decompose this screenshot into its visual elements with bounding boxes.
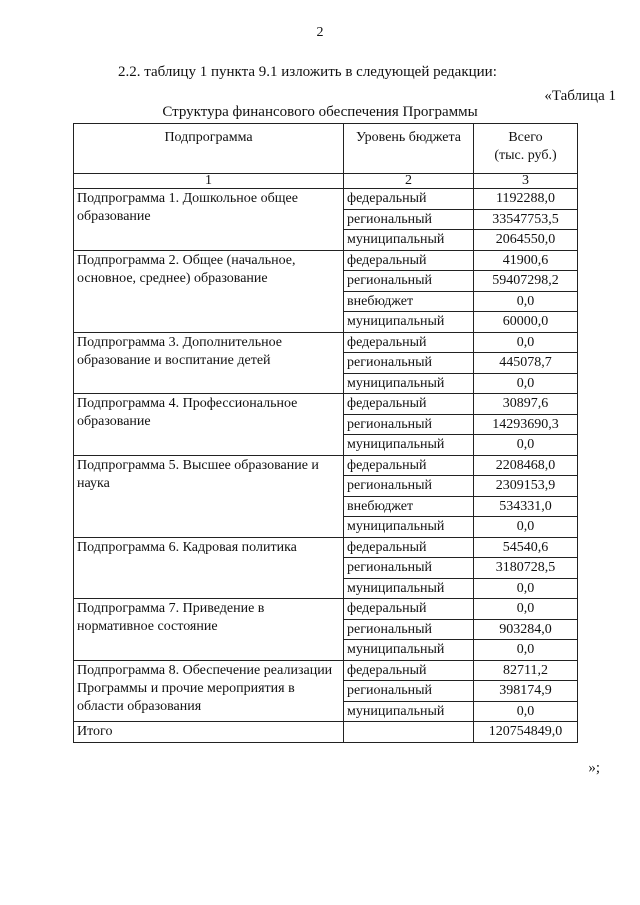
budget-level: муниципальный [344, 640, 474, 661]
budget-level: муниципальный [344, 517, 474, 538]
table-row [74, 189, 578, 210]
budget-amount: 3180728,5 [474, 558, 578, 579]
budget-amount: 534331,0 [474, 496, 578, 517]
budget-amount: 0,0 [474, 599, 578, 620]
budget-level: федеральный [344, 332, 474, 353]
budget-amount: 41900,6 [474, 250, 578, 271]
closing-quote: »; [588, 760, 600, 776]
budget-level: внебюджет [344, 291, 474, 312]
budget-amount: 54540,6 [474, 537, 578, 558]
table-row [74, 394, 578, 415]
budget-amount: 0,0 [474, 517, 578, 538]
budget-level: региональный [344, 271, 474, 292]
total-row [74, 722, 578, 743]
header-total: Всего (тыс. руб.) [474, 124, 578, 174]
budget-level: региональный [344, 476, 474, 497]
table-row [74, 599, 578, 620]
amendment-instruction: 2.2. таблицу 1 пункта 9.1 изложить в следующей редакции: [118, 64, 497, 80]
budget-amount: 2064550,0 [474, 230, 578, 251]
subprogram-name: Подпрограмма 7. Приведение в нормативное состояние [74, 599, 344, 661]
subprogram-name: Подпрограмма 2. Общее (начальное, основное, среднее) образование [74, 250, 344, 332]
table-title: Структура финансового обеспечения Программы [162, 104, 478, 120]
budget-amount: 30897,6 [474, 394, 578, 415]
financing-structure-table [73, 123, 578, 743]
subprogram-name: Подпрограмма 1. Дошкольное общее образование [74, 189, 344, 251]
budget-amount: 2208468,0 [474, 455, 578, 476]
column-number-row [74, 174, 578, 189]
subprogram-name: Подпрограмма 6. Кадровая политика [74, 537, 344, 599]
budget-level: региональный [344, 681, 474, 702]
subprogram-name: Подпрограмма 3. Дополнительное образование и воспитание детей [74, 332, 344, 394]
column-number: 3 [474, 174, 578, 189]
budget-level: региональный [344, 558, 474, 579]
budget-amount: 1192288,0 [474, 189, 578, 210]
header-row [74, 124, 578, 174]
budget-level: федеральный [344, 189, 474, 210]
budget-level: муниципальный [344, 701, 474, 722]
budget-level: муниципальный [344, 435, 474, 456]
budget-amount: 14293690,3 [474, 414, 578, 435]
total-amount: 120754849,0 [474, 722, 578, 743]
column-number: 2 [344, 174, 474, 189]
header-budget-level: Уровень бюджета [344, 124, 474, 174]
budget-amount: 0,0 [474, 373, 578, 394]
budget-level: федеральный [344, 250, 474, 271]
budget-level: муниципальный [344, 230, 474, 251]
budget-level: федеральный [344, 537, 474, 558]
table-row [74, 537, 578, 558]
budget-amount: 903284,0 [474, 619, 578, 640]
budget-level: региональный [344, 619, 474, 640]
budget-level: региональный [344, 353, 474, 374]
page-number: 2 [316, 25, 324, 40]
budget-level: федеральный [344, 455, 474, 476]
budget-amount: 33547753,5 [474, 209, 578, 230]
table-row [74, 660, 578, 681]
subprogram-name: Подпрограмма 4. Профессиональное образование [74, 394, 344, 456]
table-label: «Таблица 1 [544, 88, 616, 104]
budget-amount: 82711,2 [474, 660, 578, 681]
table-row [74, 332, 578, 353]
budget-level: внебюджет [344, 496, 474, 517]
budget-amount: 0,0 [474, 701, 578, 722]
budget-amount: 60000,0 [474, 312, 578, 333]
budget-amount: 445078,7 [474, 353, 578, 374]
budget-level: федеральный [344, 660, 474, 681]
budget-amount: 0,0 [474, 435, 578, 456]
budget-amount: 0,0 [474, 578, 578, 599]
subprogram-name: Подпрограмма 5. Высшее образование и наука [74, 455, 344, 537]
budget-level: муниципальный [344, 312, 474, 333]
total-level [344, 722, 474, 743]
budget-level: федеральный [344, 394, 474, 415]
budget-level: муниципальный [344, 373, 474, 394]
table-row [74, 455, 578, 476]
budget-level: региональный [344, 414, 474, 435]
budget-amount: 59407298,2 [474, 271, 578, 292]
budget-level: региональный [344, 209, 474, 230]
subprogram-name: Подпрограмма 8. Обеспечение реализации Программы и прочие мероприятия в области образования [74, 660, 344, 722]
budget-amount: 2309153,9 [474, 476, 578, 497]
budget-level: федеральный [344, 599, 474, 620]
budget-amount: 0,0 [474, 640, 578, 661]
table-row [74, 250, 578, 271]
header-subprogram: Подпрограмма [74, 124, 344, 174]
column-number: 1 [74, 174, 344, 189]
budget-amount: 398174,9 [474, 681, 578, 702]
budget-amount: 0,0 [474, 332, 578, 353]
total-label: Итого [74, 722, 344, 743]
budget-level: муниципальный [344, 578, 474, 599]
budget-amount: 0,0 [474, 291, 578, 312]
